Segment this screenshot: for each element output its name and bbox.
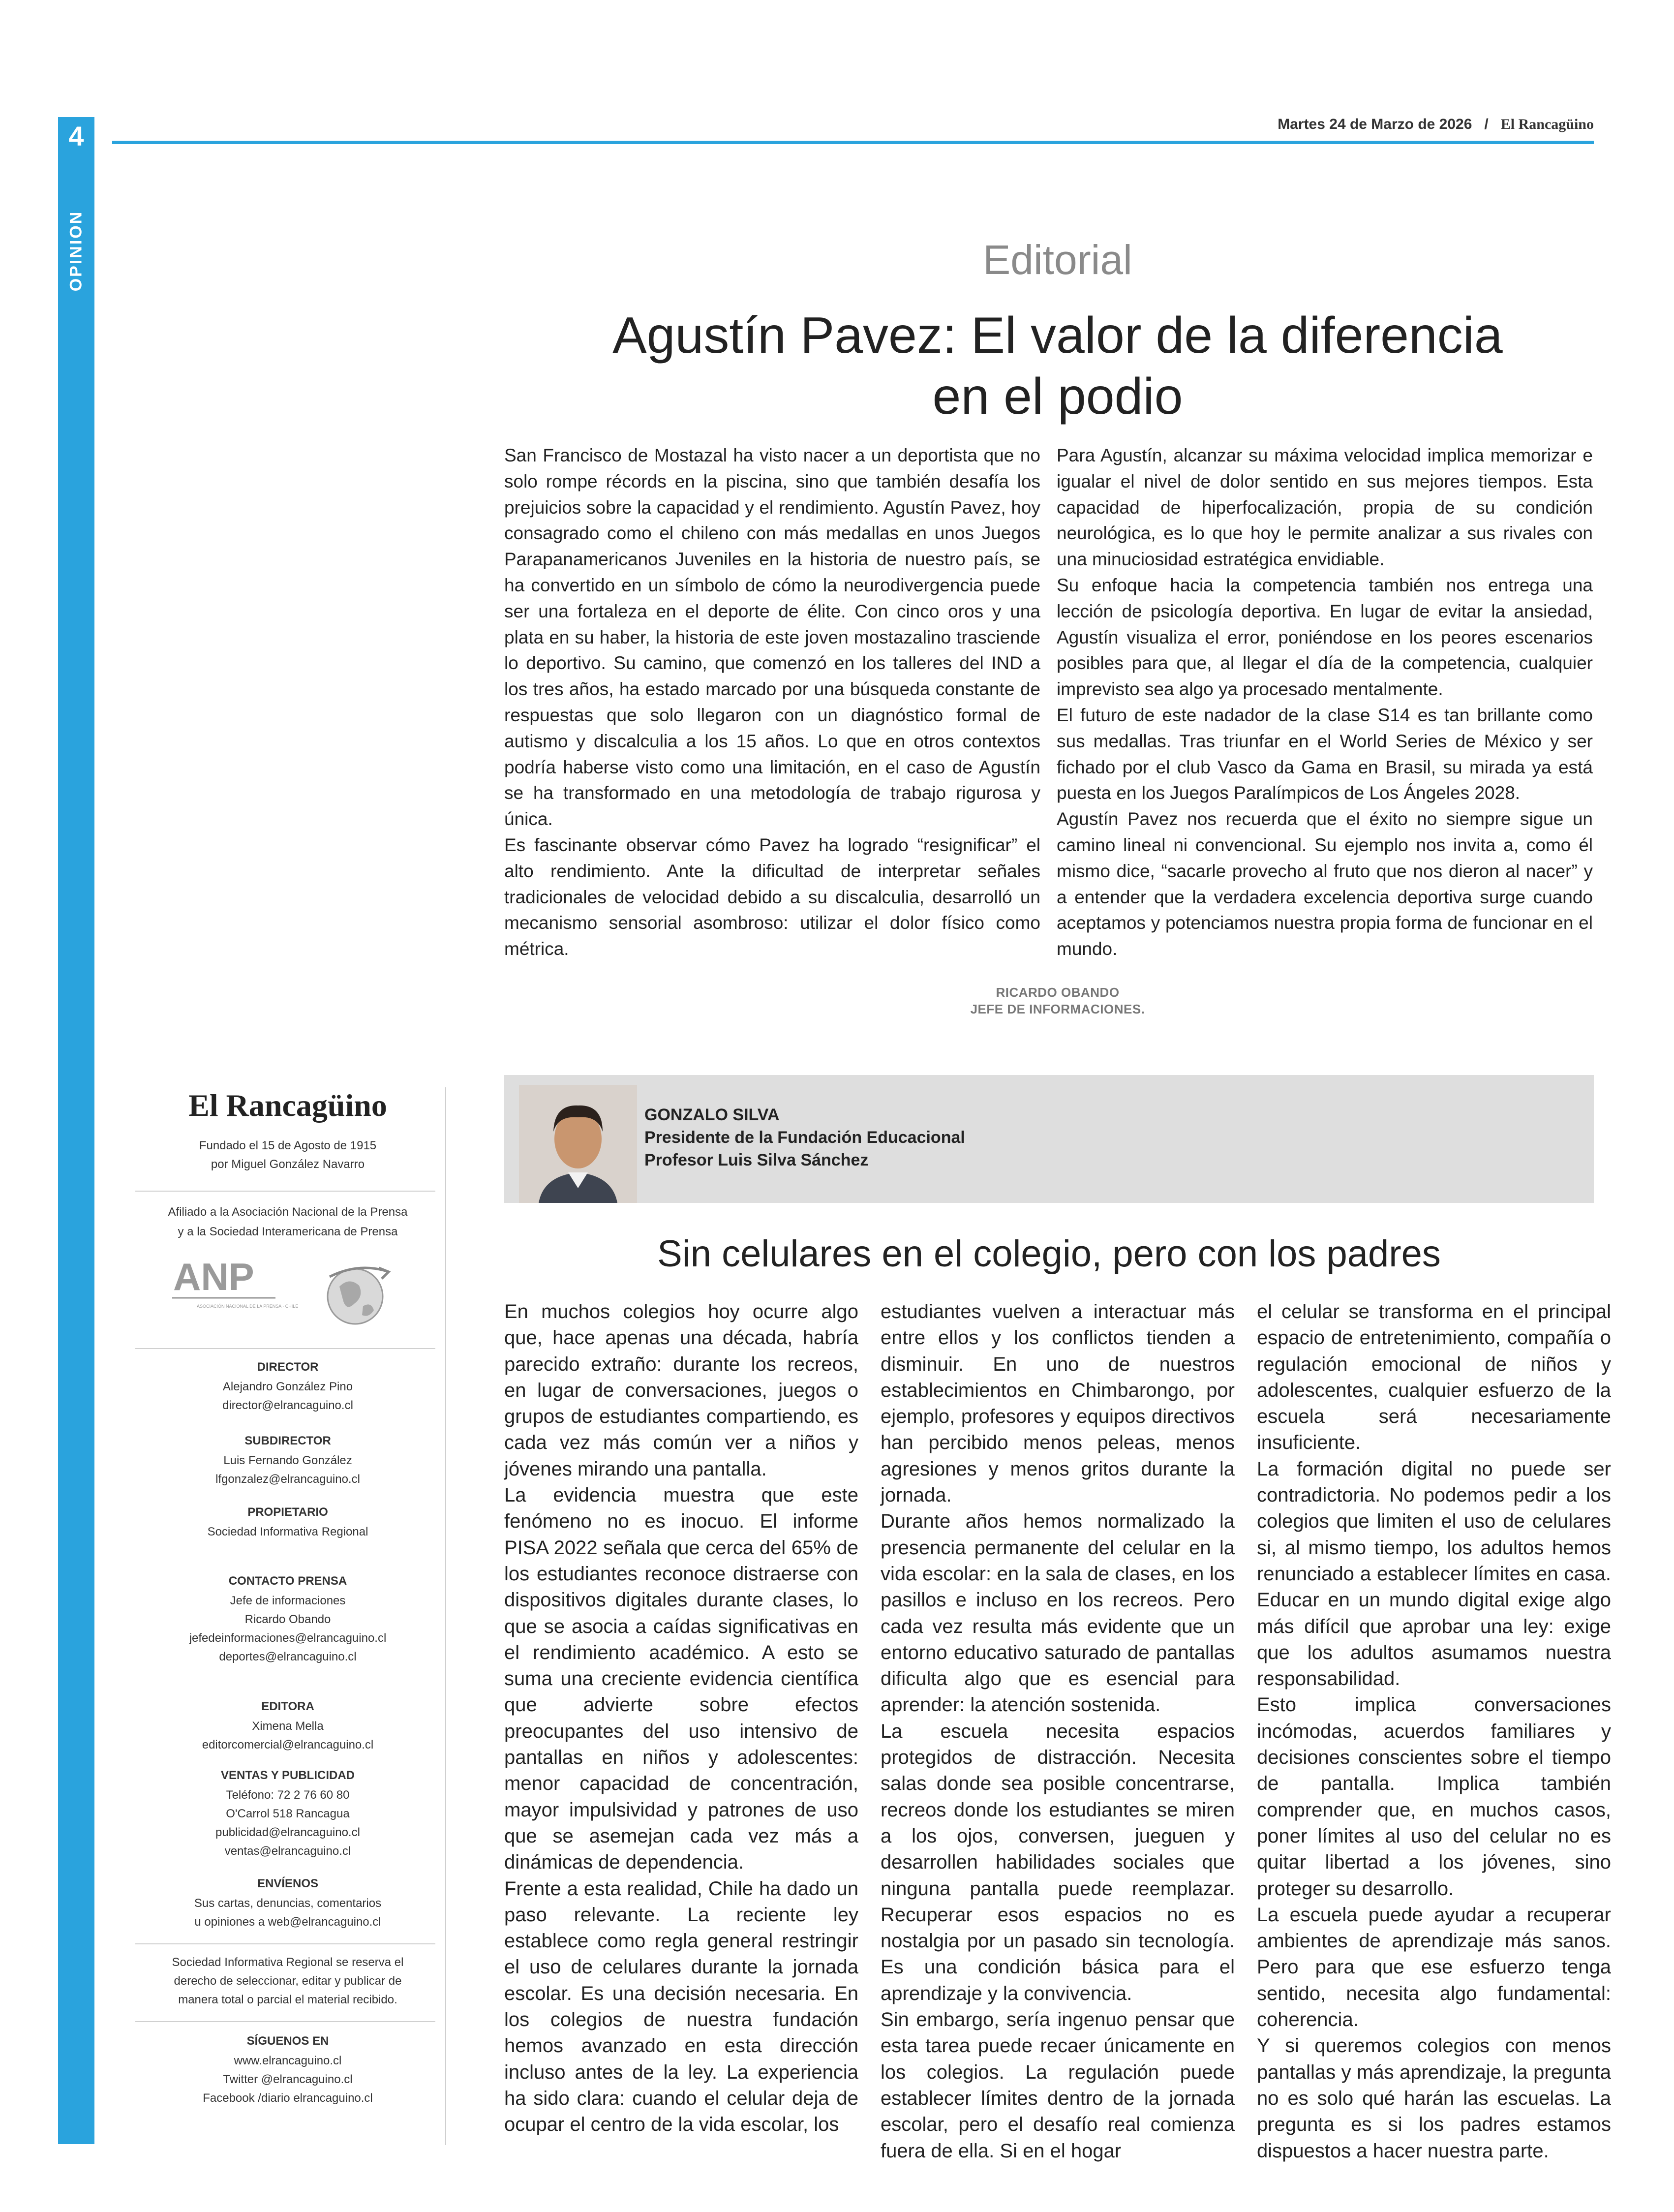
follow-heading: SÍGUENOS EN [246, 2034, 329, 2048]
subdirector-name: Luis Fernando González [223, 1454, 352, 1467]
editorial-paragraph: Para Agustín, alcanzar su máxima velocidad implica memorizar e igualar el nivel de dolor sentido en sus mejores tiempos. Esta capacidad de hiperfocalización, propia de su condición neurológica, es lo que hoy le permite analizar a sus rivales con una minuciosidad estratégica envidiable. [1057, 445, 1593, 570]
masthead-founded: Fundado el 15 de Agosto de 1915 [199, 1139, 377, 1152]
send-heading: ENVÍENOS [257, 1877, 319, 1890]
opinion-paragraph: Y si queremos colegios con menos pantallas y más aprendizaje, la pregunta no es solo qué harán las escuelas. La pregunta es si los padres estamos dispuestos a hacer nuestra parte. [1257, 2035, 1611, 2162]
masthead-founder: por Miguel González Navarro [211, 1158, 365, 1171]
opinion-paragraph: En muchos colegios hoy ocurre algo que, hace apenas una década, habría parecido extraño: durante los recreos, en lugar de conversaciones, juegos o grupos de estudiantes compartiendo, es cada vez más común ver a niños y jóvenes mirando una pantalla. [504, 1301, 858, 1480]
editorial-title: Agustín Pavez: El valor de la diferencia en el podio [612, 307, 1503, 425]
press-heading: CONTACTO PRENSA [228, 1574, 347, 1588]
opinion-paragraph: Durante años hemos normalizado la presencia permanente del celular en la vida escolar: en la sala de clases, en los pasillos e incluso en los recreos. Pero cada vez resulta más evidente que un entorno educativo saturado de pantallas dificulta algo que es esencial para aprender: la atención sostenida. [881, 1510, 1235, 1716]
globe-logo [320, 1257, 394, 1331]
director-heading: DIRECTOR [257, 1360, 319, 1374]
editorial-paragraph: Es fascinante observar cómo Pavez ha logrado “resignificar” el alto rendimiento. Ante la dificultad de interpretar señales tradicionales de velocidad debido a su discalculia, desarrolló un mecanismo sensorial asombroso: utilizar el dolor físico como métrica. [504, 834, 1040, 959]
byline-role: JEFE DE INFORMACIONES. [970, 1002, 1145, 1016]
header-rule [112, 141, 1594, 144]
sales-email: publicidad@elrancaguino.cl [215, 1826, 360, 1839]
editorial-byline [910, 984, 1205, 1017]
opinion-paragraph: La escuela puede ayudar a recuperar ambientes de aprendizaje más sanos. Pero para que ese esfuerzo tenga sentido, necesita algo fundamental: coherencia. [1257, 1904, 1611, 2031]
send-text: u opiniones a web@elrancaguino.cl [194, 1915, 381, 1929]
byline-name: RICARDO OBANDO [996, 985, 1120, 1000]
editorial-paragraph: San Francisco de Mostazal ha visto nacer a un deportista que no solo rompe récords en la piscina, sino que también desafía los prejuicios sobre la capacidad y el rendimiento. Agustín Pavez, hoy consagrado como el chileno con más medallas en unos Juegos Parapanamericanos Juveniles en la historia de nuestro país, se ha convertido en un símbolo de cómo la neurodivergencia puede ser una fortaleza en el deporte de élite. Con cinco oros y una plata en su haber, la historia de este joven mostazalino trasciende lo deportivo. Su camino, que comenzó en los talleres del IND a los tres años, ha estado marcado por una búsqueda constante de respuestas que solo llegaron con un diagnóstico formal de autismo y discalculia a los 15 años. Lo que en otros contextos podría haberse visto como una limitación, en el caso de Agustín se ha transformado en una metodología de trabajo rigurosa y única. [504, 445, 1040, 830]
masthead-divider [135, 2021, 435, 2022]
opinion-paragraph: Sin embargo, sería ingenuo pensar que esta tarea puede recaer únicamente en los colegios. La regulación puede establecer límites dentro de la jornada escolar, pero el desafío real comienza fuera de ella. Si en el hogar [881, 2009, 1235, 2162]
editorial-column-1 [504, 443, 1040, 962]
director-email: director@elrancaguino.cl [222, 1399, 353, 1412]
sales-email: ventas@elrancaguino.cl [224, 1844, 351, 1858]
follow-facebook: Facebook /diario elrancaguino.cl [203, 2091, 373, 2105]
opinion-paragraph: La formación digital no puede ser contradictoria. No podemos pedir a los colegios que limiten el uso de celulares si, al mismo tiempo, los adultos hemos renunciado a establecer límites en casa. Educar en un mundo digital exige algo más difícil que aprobar una ley: exige que los adultos asumamos nuestra responsabilidad. [1257, 1458, 1611, 1690]
editorial-paragraph: Su enfoque hacia la competencia también nos entrega una lección de psicología deportiva. En lugar de evitar la ansiedad, Agustín visualiza el error, poniéndose en los peores escenarios posibles para que, al llegar el día de la competencia, cualquier imprevisto sea algo ya procesado mentalmente. [1057, 575, 1593, 700]
header-publication: El Rancagüino [1500, 116, 1594, 132]
director-name: Alejandro González Pino [222, 1380, 353, 1393]
editorial-paragraph: Agustín Pavez nos recuerda que el éxito no siempre sigue un camino lineal ni convencional. Su ejemplo nos invita a, como él mismo dice, “sacarle provecho al fruto que nos dieron al nacer” y a entender que la verdadera excelencia deportiva surge cuando aceptamos y potenciamos nuestra propia forma de funcionar en el mundo. [1057, 809, 1593, 959]
opinion-paragraph: La escuela necesita espacios protegidos de distracción. Necesita salas donde sea posible concentrarse, recreos donde los estudiantes se miren a los ojos, conversen, jueguen y desarrollen habilidades sociales que ninguna pantalla puede reemplazar. Recuperar esos espacios no es nostalgia por un pasado sin tecnología. Es una condición básica para el aprendizaje y la convivencia. [881, 1720, 1235, 2004]
subdirector-email: lfgonzalez@elrancaguino.cl [215, 1473, 360, 1486]
follow-web: www.elrancaguino.cl [234, 2054, 342, 2067]
opinion-paragraph: Frente a esta realidad, Chile ha dado un paso relevante. La reciente ley establece como regla general restringir el uso de celulares durante la jornada escolar. Es una decisión necesaria. En los colegios de nuestra fundación hemos avanzado en esta dirección incluso antes de la ley. La experiencia ha sido clara: cuando el celular deja de ocupar el centro de la vida escolar, los [504, 1877, 858, 2136]
press-email: deportes@elrancaguino.cl [219, 1650, 357, 1663]
editor-name: Ximena Mella [252, 1720, 324, 1733]
rights-text: manera total o parcial el material recibido. [178, 1993, 397, 2006]
opinion-column-2 [881, 1299, 1235, 2164]
opinion-column-1 [504, 1299, 858, 2138]
author-role: Presidente de la Fundación Educacional [644, 1128, 965, 1147]
opinion-paragraph: el celular se transforma en el principal espacio de entretenimiento, compañía o regulación emocional de niños y adolescentes, cualquier esfuerzo de la escuela será necesariamente insuficiente. [1257, 1301, 1611, 1454]
page-number: 4 [68, 121, 84, 152]
editorial-paragraph: El futuro de este nadador de la clase S14 es tan brillante como sus medallas. Tras triunfar en el World Series de México y ser fichado por el club Vasco da Gama en Brasil, su mirada ya está puesta en los Juegos Paralímpicos de Los Ángeles 2028. [1057, 705, 1593, 803]
opinion-paragraph: estudiantes vuelven a interactuar más entre ellos y los conflictos tienden a disminuir. En uno de nuestros establecimientos en Chimbarongo, por ejemplo, profesores y equipos directivos han percibido menos peleas, menos agresiones y menos gritos durante la jornada. [881, 1301, 1235, 1506]
opinion-title: Sin celulares en el colegio, pero con los padres [657, 1233, 1441, 1275]
press-name: Ricardo Obando [244, 1613, 331, 1626]
editor-heading: EDITORA [261, 1700, 314, 1713]
page-header [1278, 116, 1594, 133]
anp-logo-text: ANP [173, 1255, 254, 1298]
author-photo [519, 1085, 637, 1203]
subdirector-heading: SUBDIRECTOR [244, 1434, 331, 1447]
masthead-divider [135, 1191, 435, 1192]
masthead-affiliation: Afiliado a la Asociación Nacional de la Prensa [168, 1205, 408, 1219]
opinion-column-3 [1257, 1299, 1611, 2164]
author-card [504, 1075, 1594, 1203]
rights-text: Sociedad Informativa Regional se reserva el [172, 1956, 404, 1969]
header-date: Martes 24 de Marzo de 2026 [1278, 116, 1472, 132]
opinion-paragraph: La evidencia muestra que este fenómeno no es inocuo. El informe PISA 2022 señala que cerca del 65% de los estudiantes reconoce distraerse con dispositivos digitales durante clases, lo que se asocia a caídas significativas en el rendimiento académico. A esto se suma una creciente evidencia científica que advierte sobre efectos preocupantes del uso intensivo de pantallas en niños y adolescentes: menor capacidad de concentración, mayor impulsividad y patrones de uso que se asemejan cada vez más a dinámicas de dependencia. [504, 1484, 858, 1874]
anp-logo [167, 1255, 299, 1328]
masthead-divider [135, 1943, 435, 1944]
rights-text: derecho de seleccionar, editar y publicar de [174, 1974, 402, 1988]
sales-heading: VENTAS Y PUBLICIDAD [220, 1769, 355, 1782]
author-name: GONZALO SILVA [644, 1106, 780, 1124]
masthead-affiliation: y a la Sociedad Interamericana de Prensa [178, 1225, 398, 1238]
send-text: Sus cartas, denuncias, comentarios [194, 1897, 382, 1910]
editor-email: editorcomercial@elrancaguino.cl [202, 1738, 374, 1751]
anp-logo-subtext: ASOCIACIÓN NACIONAL DE LA PRENSA · CHILE [197, 1304, 299, 1309]
section-label: OPINION [66, 210, 86, 292]
follow-twitter: Twitter @elrancaguino.cl [223, 2073, 353, 2086]
opinion-paragraph: Esto implica conversaciones incómodas, acuerdos familiares y decisiones conscientes sobre el tiempo de pantalla. Implica también comprender que, en muchos casos, poner límites al uso del celular no es quitar libertad a los jóvenes, sino proteger su desarrollo. [1257, 1694, 1611, 1900]
owner-name: Sociedad Informativa Regional [207, 1525, 368, 1538]
author-info [644, 1104, 965, 1171]
masthead-name: El Rancagüino [188, 1088, 387, 1123]
press-role: Jefe de informaciones [230, 1594, 346, 1607]
author-role: Profesor Luis Silva Sánchez [644, 1151, 869, 1169]
header-separator: / [1484, 116, 1489, 132]
section-strip [58, 117, 94, 2144]
sales-phone: Teléfono: 72 2 76 60 80 [226, 1788, 350, 1802]
masthead-divider [135, 1348, 435, 1349]
sales-address: O'Carrol 518 Rancagua [226, 1807, 350, 1820]
editorial-column-2 [1057, 443, 1593, 962]
press-email: jefedeinformaciones@elrancaguino.cl [189, 1631, 387, 1645]
editorial-label: Editorial [983, 237, 1132, 283]
owner-heading: PROPIETARIO [247, 1505, 328, 1519]
masthead-box [130, 1087, 446, 2145]
